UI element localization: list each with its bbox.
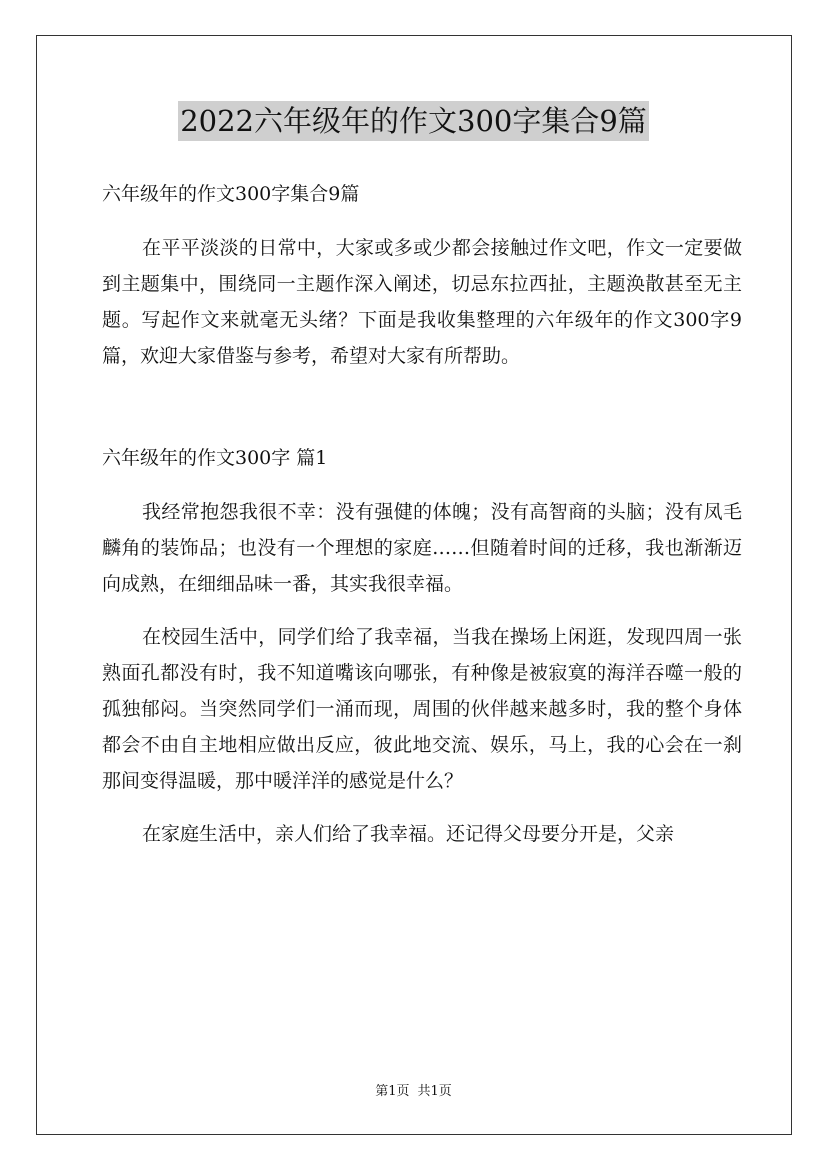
document-body <box>102 176 742 852</box>
page-number: 第1页 <box>375 1084 410 1099</box>
intro-paragraph: 在平平淡淡的日常中，大家或多或少都会接触过作文吧，作文一定要做到主题集中，围绕同一主题作深入阐述，切忌东拉西扯，主题涣散甚至无主题。写起作文来就毫无头绪？下面是我收集整理的六年级年的作文300字9篇，欢迎大家借鉴与参考，希望对大家有所帮助。 <box>102 237 742 367</box>
page-total: 共1页 <box>417 1084 452 1099</box>
body-paragraph: 在校园生活中，同学们给了我幸福，当我在操场上闲逛，发现四周一张熟面孔都没有时，我不知道嘴该向哪张，有种像是被寂寞的海洋吞噬一般的孤独郁闷。当突然同学们一涌而现，周围的伙伴越来越多时，我的整个身体都会不由自主地相应做出反应，彼此地交流、娱乐，马上，我的心会在一刹那间变得温暖，那中暖洋洋的感觉是什么？ <box>102 626 742 792</box>
page-footer <box>0 1083 827 1101</box>
document-title: 2022六年级年的作文300字集合9篇 <box>178 101 649 141</box>
title-block <box>0 101 827 141</box>
document-subtitle: 六年级年的作文300字集合9篇 <box>102 183 360 205</box>
body-paragraph: 我经常抱怨我很不幸：没有强健的体魄；没有高智商的头脑；没有凤毛麟角的装饰品；也没有一个理想的家庭……但随着时间的迁移，我也渐渐迈向成熟，在细细品味一番，其实我很幸福。 <box>102 501 742 595</box>
section-heading: 六年级年的作文300字 篇1 <box>102 447 328 469</box>
body-paragraph: 在家庭生活中，亲人们给了我幸福。还记得父母要分开是，父亲 <box>142 823 675 845</box>
